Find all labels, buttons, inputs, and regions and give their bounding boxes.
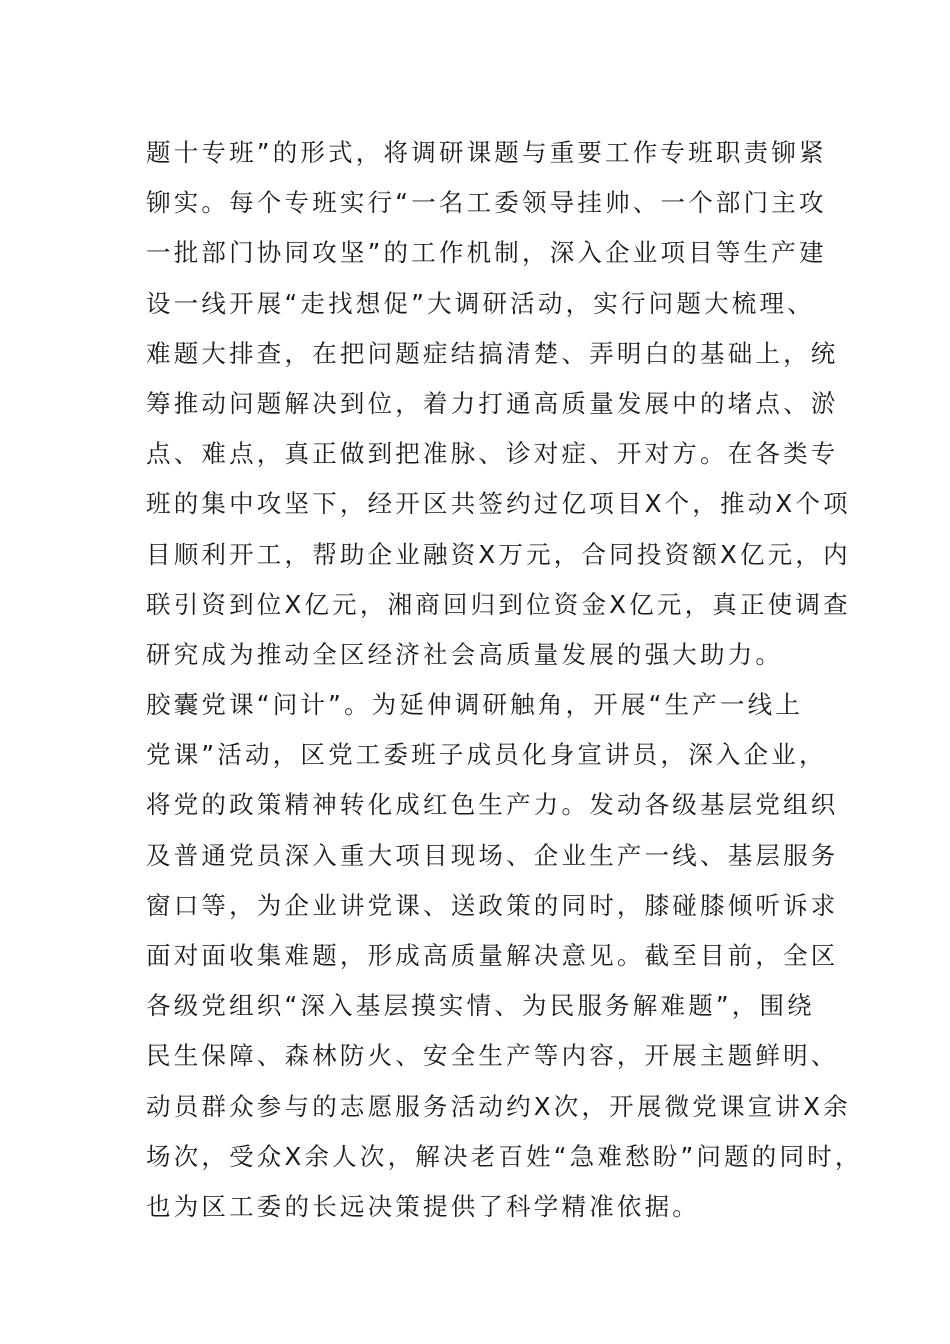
text-line: 场次，受众X余人次，解决老百姓“急难愁盼”问题的同时， — [146, 1141, 863, 1171]
text-line: 动员群众参与的志愿服务活动约X次，开展微党课宣讲X余 — [146, 1091, 851, 1121]
text-line: 胶囊党课“问计”。为延伸调研触角，开展“生产一线上 — [146, 690, 804, 720]
text-line: 联引资到位X亿元，湘商回归到位资金X亿元，真正使调查 — [146, 589, 851, 619]
text-line: 研究成为推动全区经济社会高质量发展的强大助力。 — [146, 639, 784, 669]
text-line: 点、难点，真正做到把准脉、诊对症、开对方。在各类专 — [146, 439, 839, 469]
text-line: 题十专班”的形式，将调研课题与重要工作专班职责铆紧 — [146, 138, 827, 167]
text-line: 目顺利开工，帮助企业融资X万元，合同投资额X亿元，内 — [146, 539, 851, 569]
text-line: 一批部门协同攻坚”的工作机制，深入企业项目等生产建 — [146, 238, 827, 268]
text-line: 难题大排查，在把问题症结搞清楚、弄明白的基础上，统 — [146, 338, 839, 368]
text-line: 班的集中攻坚下，经开区共签约过亿项目X个，推动X个项 — [146, 489, 851, 519]
text-line: 窗口等，为企业讲党课、送政策的同时，膝碰膝倾听诉求 — [146, 890, 839, 920]
text-line: 设一线开展“走找想促”大调研活动，实行问题大梳理、 — [146, 288, 815, 318]
text-line: 面对面收集难题，形成高质量解决意见。截至目前，全区 — [146, 941, 839, 970]
text-line: 将党的政策精神转化成红色生产力。发动各级基层党组织 — [146, 790, 839, 820]
body-text — [146, 128, 863, 1232]
text-line: 铆实。每个专班实行“一名工委领导挂帅、一个部门主攻 — [146, 188, 827, 218]
text-line: 及普通党员深入重大项目现场、企业生产一线、基层服务 — [146, 840, 839, 870]
text-line: 各级党组织“深入基层摸实情、为民服务解难题”，围绕 — [146, 991, 815, 1021]
text-line: 党课”活动，区党工委班子成员化身宣讲员，深入企业， — [146, 740, 827, 770]
text-line: 也为区工委的长远决策提供了科学精准依据。 — [146, 1191, 700, 1221]
text-line: 民生保障、森林防火、安全生产等内容，开展主题鲜明、 — [146, 1041, 839, 1071]
text-line: 筹推动问题解决到位，着力打通高质量发展中的堵点、淤 — [146, 388, 839, 418]
